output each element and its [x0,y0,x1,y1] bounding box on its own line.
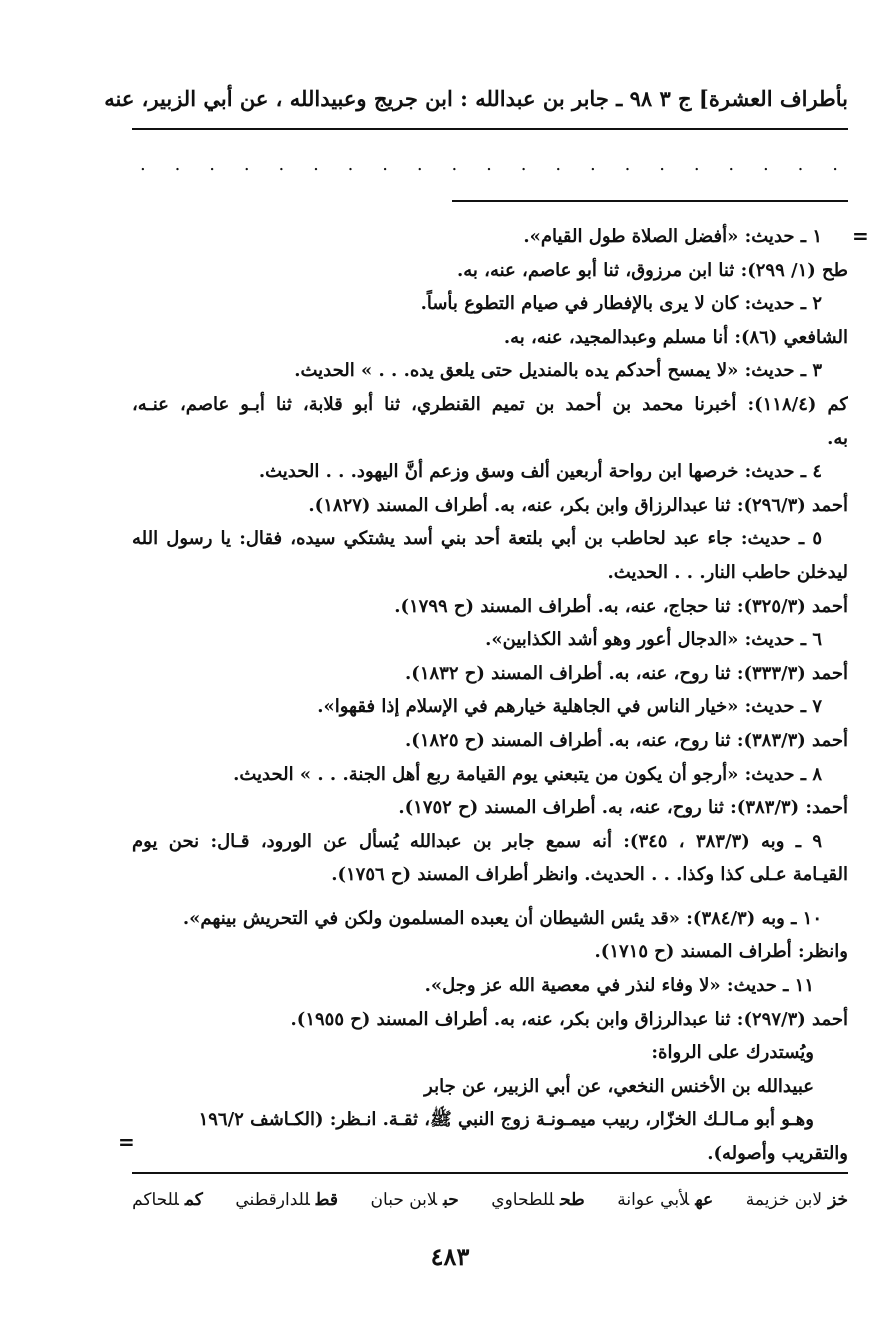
entry-1-source: طح (١/ ٢٩٩): ثنا ابن مرزوق، ثنا أبو عاصم، عنه، به. [456,259,848,281]
margin-mark-bottom: = [118,1130,135,1154]
header-rule [132,128,848,130]
abbreviation-item: كمللحاكم [132,1190,203,1210]
abbreviation-item: قطللدارقطني [235,1190,338,1210]
entry-9-text: ٩ ـ وبه (٣٨٣/٣ ، ٣٤٥): أنه سمع جابر بن عبدالله يُسأل عن الورود، قـال: نحن يوم [132,830,822,852]
abbreviation-item: خزلابن خزيمة [745,1190,848,1210]
entry-2-text: ٢ ـ حديث: كان لا يرى بالإفطار في صيام التطوع بأساً. [420,293,822,315]
entry-10-source: وانظر: أطراف المسند (ح ١٧١٥). [594,941,848,963]
narrator-note-cont: والتقريب وأصوله). [707,1143,848,1165]
dotted-separator: . . . . . . . . . . . . . . . . . . . . . [140,154,840,175]
entry-3-text: ٣ ـ حديث: «لا يمسح أحدكم يده بالمنديل حتى يلعق يده. . . » الحديث. [294,360,822,382]
abbreviation-key [132,1190,848,1210]
hadith-entries [132,220,848,1171]
margin-mark-top: = [852,224,869,248]
entry-4-source: أحمد (٢٩٦/٣): ثنا عبدالرزاق وابن بكر، عنه، به. أطراف المسند (١٨٢٧). [308,494,848,516]
entry-3-source: كم (١١٨/٤): أخبرنا محمد بن أحمد بن تميم القنطري، ثنا أبو قلابة، ثنا أبـو عاصم، عنـه، [132,393,848,415]
entry-3-source-cont: به. [827,427,848,449]
running-header: بأطراف العشرة] ج ٣ ٩٨ ـ جابر بن عبدالله : ابن جريج وعبيدالله ، عن أبي الزبير، عنه [104,86,848,111]
entry-7-source: أحمد (٣٨٣/٣): ثنا روح، عنه، به. أطراف المسند (ح ١٨٢٥). [405,729,848,751]
entry-8-source: أحمد: (٣٨٣/٣): ثنا روح، عنه، به. أطراف المسند (ح ١٧٥٢). [398,797,848,819]
entry-10-text: ١٠ ـ وبه (٣٨٤/٣): «قد يئس الشيطان أن يعبده المسلمون ولكن في التحريش بينهم». [182,907,822,929]
narrators-heading: ويُستدرك على الرواة: [651,1042,814,1064]
abbreviation-item: حبلابن حبان [370,1190,459,1210]
entry-5-text-cont: ليدخلن حاطب النار. . . الحديث. [607,561,848,583]
page-number: ٤٨٣ [430,1242,470,1271]
entry-7-text: ٧ ـ حديث: «خيار الناس في الجاهلية خيارهم في الإسلام إذا فقهوا». [317,696,822,718]
entry-11-source: أحمد (٢٩٧/٣): ثنا عبدالرزاق وابن بكر، عنه، به. أطراف المسند (ح ١٩٥٥). [290,1008,848,1030]
entry-9-text-cont: القيـامة عـلى كذا وكذا. . . الحديث. وانظر أطراف المسند (ح ١٧٥٦). [331,864,848,886]
section-rule [452,200,848,202]
entry-6-text: ٦ ـ حديث: «الدجال أعور وهو أشد الكذابين». [485,629,822,651]
entry-5-text: ٥ ـ حديث: جاء عبد لحاطب بن أبي بلتعة أحد بني أسد يشتكي سيده، فقال: يا رسول الله [132,528,822,550]
entry-2-source: الشافعي (٨٦): أنا مسلم وعبدالمجيد، عنه، به. [503,326,848,348]
entry-5-source: أحمد (٣٢٥/٣): ثنا حجاج، عنه، به. أطراف المسند (ح ١٧٩٩). [394,595,848,617]
narrator-note: وهـو أبو مـالـك الخزّار، ربيب ميمـونـة زوج النبي ﷺ، ثقـة. انـظر: (الكـاشف ١٩٦/٢ [198,1109,814,1131]
abbreviation-item: طحللطحاوي [491,1190,585,1210]
entry-1-text: ١ ـ حديث: «أفضل الصلاة طول القيام». [523,226,822,247]
entry-6-source: أحمد (٣٣٣/٣): ثنا روح، عنه، به. أطراف المسند (ح ١٨٣٢). [405,662,848,684]
entry-11-text: ١١ ـ حديث: «لا وفاء لنذر في معصية الله عز وجل». [424,975,814,997]
abbreviation-item: عهلأبي عوانة [617,1190,714,1210]
entry-4-text: ٤ ـ حديث: خرصها ابن رواحة أربعين ألف وسق وزعم أنَّ اليهود. . . الحديث. [258,461,822,483]
footer-rule [132,1172,848,1174]
narrator-name: عبيدالله بن الأخنس النخعي، عن أبي الزبير، عن جابر [424,1075,814,1097]
entry-8-text: ٨ ـ حديث: «أرجو أن يكون من يتبعني يوم القيامة ربع أهل الجنة. . . » الحديث. [233,763,822,785]
